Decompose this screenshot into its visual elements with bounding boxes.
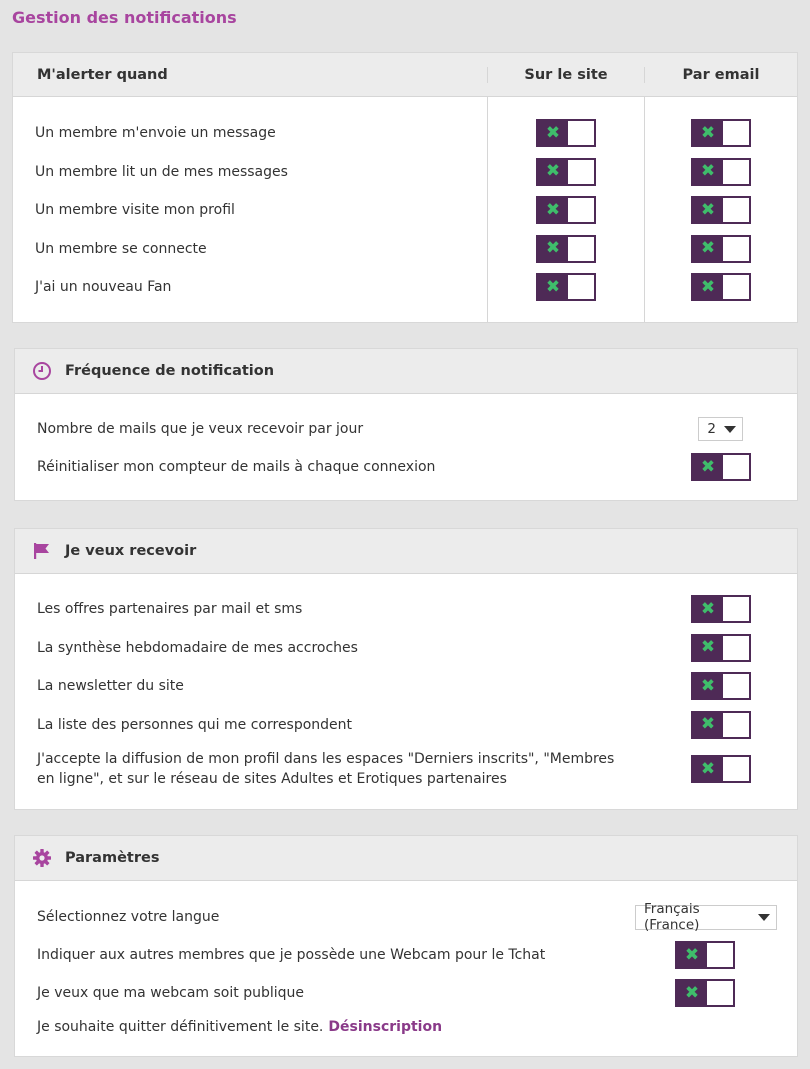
language-select[interactable] — [635, 901, 777, 933]
toggle-email-visit[interactable] — [691, 196, 751, 224]
receive-item-label: Les offres partenaires par mail et sms — [37, 601, 303, 618]
toggle-email-fan[interactable] — [691, 273, 751, 301]
toggle-webcam[interactable] — [675, 941, 735, 969]
page-title: Gestion des notifications — [12, 8, 237, 27]
params-section — [14, 835, 798, 1057]
toggle-email-connect[interactable] — [691, 235, 751, 263]
chevron-down-icon — [758, 914, 770, 921]
check-x-icon: ✖ — [677, 981, 707, 1005]
alerts-table — [12, 52, 798, 323]
check-x-icon: ✖ — [693, 455, 723, 479]
gear-icon — [31, 847, 53, 869]
receive-item-label: La synthèse hebdomadaire de mes accroches — [37, 639, 358, 656]
check-x-icon: ✖ — [693, 674, 723, 698]
receive-title: Je veux recevoir — [65, 543, 197, 559]
toggle-site-connect[interactable] — [536, 235, 596, 263]
check-x-icon: ✖ — [677, 943, 707, 967]
check-x-icon: ✖ — [538, 160, 568, 184]
toggle-newsletter[interactable] — [691, 672, 751, 700]
alerts-label-column — [13, 97, 487, 322]
header-by-email: Par email — [644, 67, 797, 83]
check-x-icon: ✖ — [693, 636, 723, 660]
mails-per-day-value: 2 — [707, 421, 716, 437]
toggle-site-read[interactable] — [536, 158, 596, 186]
mails-per-day-label: Nombre de mails que je veux recevoir par jour — [37, 421, 364, 437]
frequency-section — [14, 348, 798, 501]
toggle-site-visit[interactable] — [536, 196, 596, 224]
alert-row-label: Un membre visite mon profil — [35, 202, 235, 219]
public-webcam-label: Je veux que ma webcam soit publique — [37, 985, 304, 1001]
receive-item-label: La liste des personnes qui me correspondent — [37, 716, 353, 733]
language-value: Français (France) — [644, 901, 700, 933]
unsubscribe-link[interactable]: Désinscription — [328, 1019, 443, 1035]
check-x-icon: ✖ — [693, 597, 723, 621]
reset-counter-label: Réinitialiser mon compteur de mails à chaque connexion — [37, 459, 436, 475]
params-header — [15, 836, 797, 881]
alerts-site-column — [487, 97, 644, 322]
toggle-site-message[interactable] — [536, 119, 596, 147]
alert-row-label: Un membre m'envoie un message — [35, 125, 276, 142]
language-label: Sélectionnez votre langue — [37, 909, 220, 925]
alert-row-label: J'ai un nouveau Fan — [35, 279, 172, 296]
frequency-title: Fréquence de notification — [65, 363, 275, 379]
mails-per-day-select[interactable] — [698, 417, 743, 441]
check-x-icon: ✖ — [693, 198, 723, 222]
params-title: Paramètres — [65, 850, 160, 866]
check-x-icon: ✖ — [693, 121, 723, 145]
check-x-icon: ✖ — [538, 121, 568, 145]
quit-text: Je souhaite quitter définitivement le site. — [37, 1019, 324, 1035]
webcam-label: Indiquer aux autres membres que je possède une Webcam pour le Tchat — [37, 947, 546, 963]
receive-item-label: La newsletter du site — [37, 678, 184, 695]
toggle-email-message[interactable] — [691, 119, 751, 147]
alerts-table-header — [13, 53, 797, 97]
chevron-down-icon — [724, 426, 736, 433]
check-x-icon: ✖ — [693, 237, 723, 261]
alert-row-label: Un membre lit un de mes messages — [35, 163, 288, 180]
toggle-weekly-summary[interactable] — [691, 634, 751, 662]
toggle-email-read[interactable] — [691, 158, 751, 186]
alerts-email-column — [644, 97, 797, 322]
toggle-reset-counter[interactable] — [691, 453, 751, 481]
toggle-matches-list[interactable] — [691, 711, 751, 739]
header-alert-when: M'alerter quand — [37, 66, 168, 83]
receive-item-label: J'accepte la diffusion de mon profil dans les espaces "Derniers inscrits", "Membres en ligne", et sur le réseau de sites Adultes et Erotiques partenaires — [37, 751, 615, 787]
check-x-icon: ✖ — [693, 713, 723, 737]
flag-icon — [31, 540, 53, 562]
check-x-icon: ✖ — [538, 275, 568, 299]
receive-header — [15, 529, 797, 574]
toggle-partner-offers[interactable] — [691, 595, 751, 623]
frequency-header — [15, 349, 797, 394]
toggle-public-webcam[interactable] — [675, 979, 735, 1007]
check-x-icon: ✖ — [693, 757, 723, 781]
header-on-site: Sur le site — [487, 67, 644, 83]
check-x-icon: ✖ — [693, 160, 723, 184]
check-x-icon: ✖ — [693, 275, 723, 299]
toggle-site-fan[interactable] — [536, 273, 596, 301]
toggle-profile-diffusion[interactable] — [691, 755, 751, 783]
check-x-icon: ✖ — [538, 198, 568, 222]
receive-section — [14, 528, 798, 810]
check-x-icon: ✖ — [538, 237, 568, 261]
clock-icon — [31, 360, 53, 382]
alert-row-label: Un membre se connecte — [35, 240, 207, 257]
